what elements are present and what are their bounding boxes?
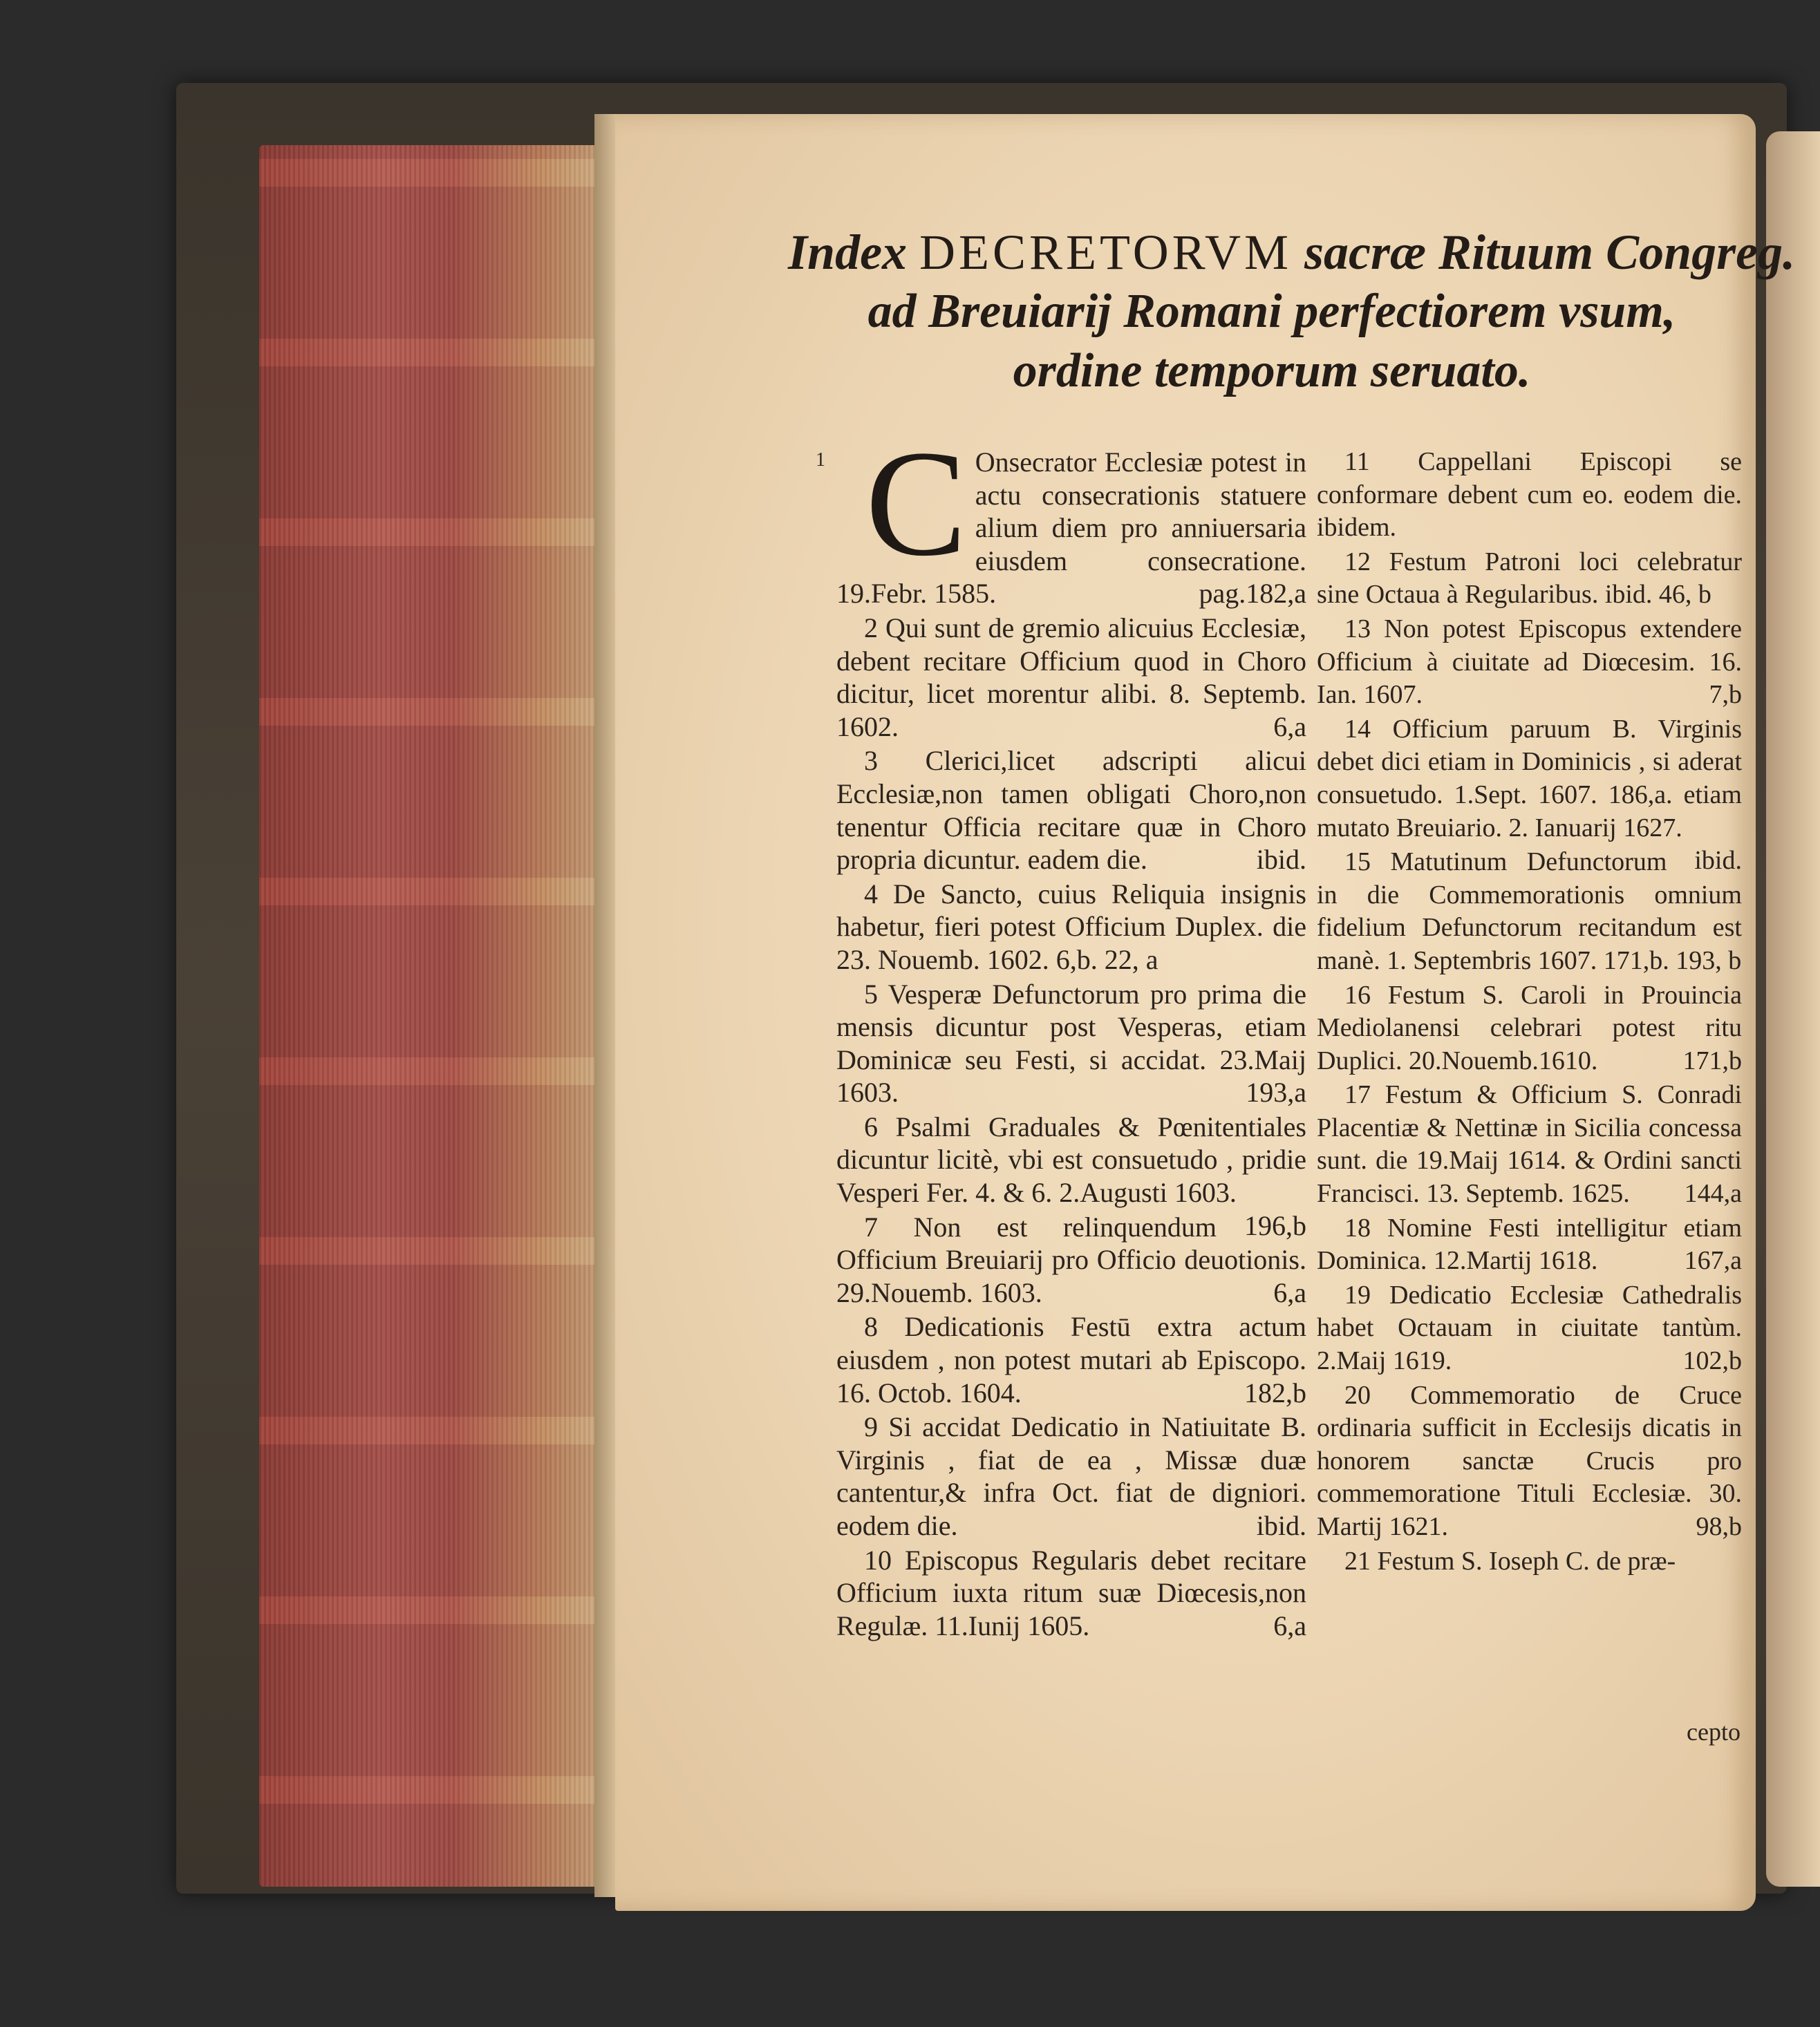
entry <box>1317 446 1742 545</box>
entry-page-ref: 182,b <box>1244 1377 1306 1408</box>
entry <box>836 1310 1306 1409</box>
entry-text: 19 Dedicatio Ecclesiæ Cathedralis habet Octauam in ciuitate tantùm. 2.Maij 1619. <box>1317 1280 1742 1376</box>
entry-text: 7 Non est relinquendum Officium Breuiarij pro Officio deuotionis. 29.Nouemb. 1603. <box>836 1211 1306 1308</box>
entry <box>836 1111 1306 1241</box>
entry <box>836 1544 1306 1643</box>
entry-text: 14 Officium paruum B. Virginis debet dici etiam in Dominicis , si aderat consuetudo. 1.Sept. 1607. 186,a. etiam mutato Breuiario. 2. Ianuarij 1627. <box>1317 714 1742 842</box>
entry-text: 16 Festum S. Caroli in Prouincia Mediolanensi celebrari potest ritu Duplici. 20.Nouemb.1610. <box>1317 980 1742 1075</box>
entry <box>836 1411 1306 1542</box>
entry <box>1317 979 1742 1078</box>
entry-text: 17 Festum & Officium S. Conradi Placentiæ & Nettinæ in Sicilia concessa sunt. die 19.Maij 1614. & Ordini sancti Francisci. 13. Septemb. 1625. <box>1317 1080 1742 1209</box>
heading-index-word: Index <box>788 225 908 280</box>
entry <box>836 419 1306 610</box>
heading-caps-word: DECRETORVM <box>919 225 1292 280</box>
heading-line-2: ad Breuiarij Romani perfectiorem vsum, <box>867 285 1676 338</box>
entry-text: Onsecrator Ecclesiæ potest in actu consecrationis statuere alium diem pro anniuersaria eiusdem consecratione. 19.Febr. 1585. <box>836 446 1306 610</box>
entry-page-ref: ibid. <box>1256 844 1306 876</box>
entry-text: 21 Festum S. Ioseph C. de præ- <box>1344 1546 1676 1576</box>
entry-page-ref: 6,a <box>1273 710 1306 742</box>
entry-page-ref: 193,a <box>1246 1077 1306 1109</box>
entry <box>1317 546 1742 612</box>
entry <box>1317 613 1742 712</box>
entry-page-ref: pag.182,a <box>1199 578 1306 610</box>
entry-text: 6 Psalmi Graduales & Pœnitentiales dicuntur licitè, vbi est consuetudo , pridie Vesperi Fer. 4. & 6. 2.Augusti 1603. <box>836 1111 1306 1209</box>
page-edges <box>259 145 612 1887</box>
right-column <box>1317 446 1742 1579</box>
entry <box>836 744 1306 876</box>
drop-capital: C <box>865 419 967 587</box>
entry-text: 5 Vesperæ Defunctorum pro prima die mensis dicuntur post Vesperas, etiam Dominicæ seu Festi, si accidat. 23.Maij 1603. <box>836 978 1306 1109</box>
facing-page-edge <box>1766 131 1820 1887</box>
entry-text: 4 De Sancto, cuius Reliquia insignis habetur, fieri potest Officium Duplex. die 23. Nouemb. 1602. 6,b. 22, a <box>836 878 1306 975</box>
catchword: cepto <box>1687 1718 1741 1746</box>
entry-page-ref: 144,a <box>1684 1179 1742 1209</box>
entry <box>1317 713 1742 876</box>
entry <box>1317 1279 1742 1378</box>
entry-text: 2 Qui sunt de gremio alicuius Ecclesiæ, debent recitare Officium quod in Choro dicitur, licet morentur alibi. 8. Septemb. 1602. <box>836 612 1306 742</box>
left-column <box>836 419 1306 1643</box>
entry <box>1317 1079 1742 1210</box>
entry-page-ref: ibid. <box>1694 846 1742 876</box>
entry-page-ref: 6,a <box>1273 1276 1306 1308</box>
entry <box>836 878 1306 977</box>
entry-text: 12 Festum Patroni loci celebratur sine Octaua à Regularibus. ibid. 46, b <box>1317 547 1742 610</box>
entry-text: 8 Dedicationis Festū extra actum eiusdem , non potest mutari ab Episcopo. 16. Octob. 1604. <box>836 1311 1306 1408</box>
entry-text: 15 Matutinum Defunctorum in die Commemorationis omnium fidelium Defunctorum recitandum est manè. 1. Septembris 1607. 171,b. 193, b <box>1317 847 1742 975</box>
entry-page-ref: 196,b <box>1244 1209 1306 1241</box>
entry-text: 9 Si accidat Dedicatio in Natiuitate B. Virginis , fiat de ea , Missæ duæ cantentur,& infra Oct. fiat de digniori. eodem die. <box>836 1411 1306 1541</box>
heading-line-1 <box>788 223 1796 282</box>
entry <box>1317 1545 1742 1578</box>
entry-page-ref: 6,a <box>1273 1610 1306 1641</box>
entry-page-ref: ibid. <box>1256 1510 1306 1541</box>
entry-page-ref: 167,a <box>1684 1246 1742 1276</box>
page-heading <box>788 223 1796 401</box>
entry <box>836 978 1306 1109</box>
entry-page-ref: 171,b <box>1682 1046 1742 1075</box>
entry-text: 18 Nomine Festi intelligitur etiam Dominica. 12.Martij 1618. <box>1317 1213 1742 1276</box>
entry-page-ref: 102,b <box>1682 1346 1742 1376</box>
entry <box>836 612 1306 743</box>
entry <box>1317 1212 1742 1278</box>
heading-line-1-rest: sacræ Rituum Congreg. <box>1304 225 1796 280</box>
entry-page-ref: 7,b <box>1709 680 1742 710</box>
entry-page-ref: 98,b <box>1696 1512 1742 1541</box>
entry-text: 11 Cappellani Episcopi se conformare debent cum eo. eodem die. ibidem. <box>1317 447 1742 543</box>
entry-text: 3 Clerici,licet adscripti alicui Ecclesiæ,non tamen obligati Choro,non tenentur Officia recitare quæ in Choro propria dicuntur. eadem die. <box>836 745 1306 876</box>
entry-text: 20 Commemoratio de Cruce ordinaria sufficit in Ecclesijs dicatis in honorem sanctæ Crucis pro commemoratione Tituli Ecclesiæ. 30. Martij 1621. <box>1317 1380 1742 1541</box>
entry <box>1317 1379 1742 1544</box>
entry-number-1: 1 <box>816 449 825 471</box>
entry-text: 13 Non potest Episcopus extendere Officium à ciuitate ad Diœcesim. 16. Ian. 1607. <box>1317 614 1742 710</box>
heading-line-3: ordine temporum seruato. <box>1013 344 1531 397</box>
entry-text: 10 Episcopus Regularis debet recitare Officium iuxta ritum suæ Diœcesis,non Regulæ. 11.Iunij 1605. <box>836 1544 1306 1641</box>
